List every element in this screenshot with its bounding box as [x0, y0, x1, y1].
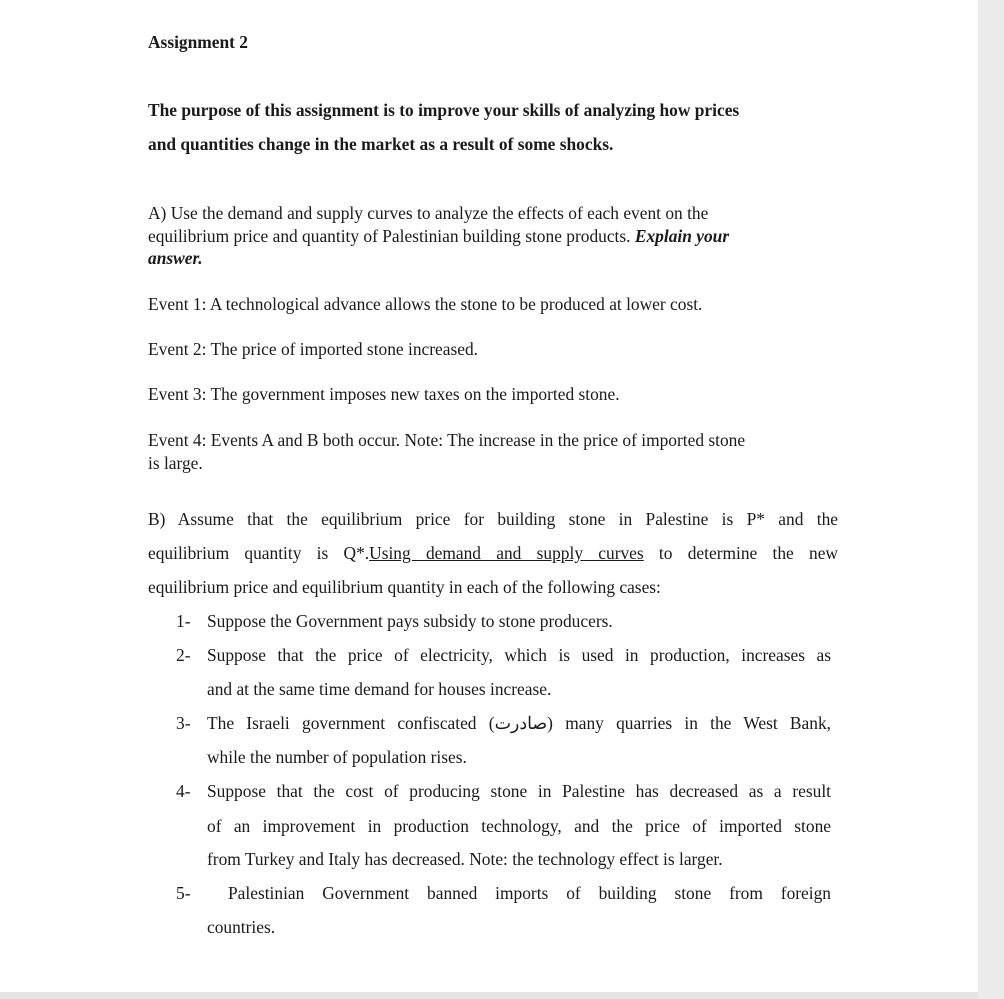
case-2-number: 2- [176, 645, 191, 665]
event-4-continuation: is large. [148, 453, 203, 473]
case-4-number: 4- [176, 781, 191, 801]
explain-your-emphasis: Explain your [634, 226, 730, 246]
purpose-line-2: and quantities change in the market as a result of some shocks. [148, 134, 614, 154]
event-3: Event 3: The government imposes new taxes on the imported stone. [148, 384, 620, 404]
part-a-intro-line-2-text: equilibrium price and quantity of Palestinian building stone products. [148, 226, 631, 246]
underlined-phrase: Using demand and supply curves [369, 543, 644, 563]
vertical-scrollbar-track[interactable] [978, 0, 1004, 999]
case-4-line-2: of an improvement in production technology, and the price of imported stone [207, 816, 831, 836]
part-a-intro-line-1: A) Use the demand and supply curves to analyze the effects of each event on the [148, 203, 709, 223]
purpose-line-1: The purpose of this assignment is to improve your skills of analyzing how prices [148, 100, 740, 120]
part-b-line-2 [148, 542, 838, 564]
assignment-title: Assignment 2 [148, 32, 249, 52]
answer-emphasis: answer. [148, 248, 203, 268]
event-1: Event 1: A technological advance allows the stone to be produced at lower cost. [148, 294, 703, 314]
case-1-line-1: Suppose the Government pays subsidy to stone producers. [207, 611, 613, 631]
part-a-intro-line-2 [148, 225, 838, 247]
case-2-line-2: and at the same time demand for houses increase. [207, 679, 552, 699]
case-4-line-1: Suppose that the cost of producing stone in Palestine has decreased as a result [207, 781, 831, 801]
event-4: Event 4: Events A and B both occur. Note: The increase in the price of imported stone [148, 430, 746, 450]
part-b-line-3: equilibrium price and equilibrium quantity in each of the following cases: [148, 577, 661, 597]
case-2-line-1: Suppose that the price of electricity, which is used in production, increases as [207, 645, 831, 665]
case-4-line-3: from Turkey and Italy has decreased. Note: the technology effect is larger. [207, 849, 723, 869]
case-5-line-1: Palestinian Government banned imports of building stone from foreign [228, 883, 831, 903]
event-2: Event 2: The price of imported stone increased. [148, 339, 478, 359]
part-b-line-1: B) Assume that the equilibrium price for building stone in Palestine is P* and the [148, 509, 838, 529]
case-3-line-1: The Israeli government confiscated (صادرت) many quarries in the West Bank, [207, 713, 831, 733]
part-b-line-2-pre: equilibrium quantity is Q*. [148, 543, 370, 563]
case-1-number: 1- [176, 611, 191, 631]
case-3-number: 3- [176, 713, 191, 733]
case-5-number: 5- [176, 883, 191, 903]
case-5-line-2: countries. [207, 917, 276, 937]
case-3-line-2: while the number of population rises. [207, 747, 467, 767]
part-b-line-2-post: to determine the new [643, 543, 838, 563]
page-bottom-gap [0, 992, 978, 999]
